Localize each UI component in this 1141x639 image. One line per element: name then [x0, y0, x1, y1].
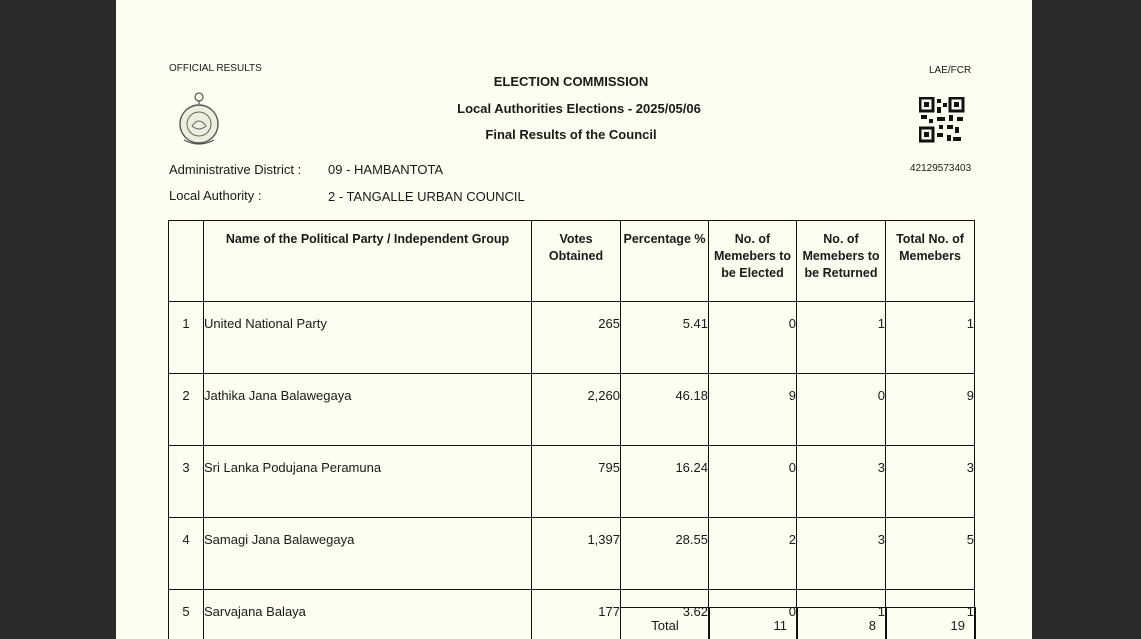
total-members: 19 — [887, 608, 976, 639]
election-title: Local Authorities Elections - 2025/05/06 — [457, 101, 701, 116]
votes-cell: 1,397 — [532, 518, 621, 590]
party-name: United National Party — [204, 302, 532, 374]
qr-code-icon — [919, 97, 965, 143]
returned-cell: 0 — [797, 374, 886, 446]
elected-cell: 2 — [709, 518, 797, 590]
commission-title: ELECTION COMMISSION — [493, 74, 649, 89]
national-emblem-icon — [178, 90, 220, 148]
party-name: Samagi Jana Balawegaya — [204, 518, 532, 590]
total-returned: 8 — [798, 608, 887, 639]
percentage-cell: 16.24 — [621, 446, 709, 518]
district-value: 09 - HAMBANTOTA — [328, 162, 444, 177]
total-cell: 5 — [886, 518, 975, 590]
document-subtitle: Final Results of the Council — [485, 127, 657, 142]
row-number: 3 — [169, 446, 204, 518]
header-votes: Votes Obtained — [532, 221, 621, 302]
party-name: Sri Lanka Podujana Peramuna — [204, 446, 532, 518]
percentage-cell: 28.55 — [621, 518, 709, 590]
returned-cell: 1 — [797, 590, 886, 639]
table-row — [169, 518, 975, 590]
total-label: Total — [621, 608, 710, 639]
official-results-label: OFFICIAL RESULTS — [169, 63, 262, 74]
elected-cell: 0 — [709, 446, 797, 518]
total-cell: 3 — [886, 446, 975, 518]
totals-row — [621, 608, 976, 639]
table-row — [169, 446, 975, 518]
header-party: Name of the Political Party / Independent Group — [204, 221, 532, 302]
row-number: 5 — [169, 590, 204, 639]
district-label: Administrative District : — [169, 162, 302, 177]
row-number: 2 — [169, 374, 204, 446]
row-number: 4 — [169, 518, 204, 590]
table-header-row — [169, 221, 975, 302]
header-no — [169, 221, 204, 302]
elected-cell: 0 — [709, 302, 797, 374]
returned-cell: 1 — [797, 302, 886, 374]
total-cell: 9 — [886, 374, 975, 446]
header-total: Total No. of Memebers — [886, 221, 975, 302]
votes-cell: 795 — [532, 446, 621, 518]
row-number: 1 — [169, 302, 204, 374]
returned-cell: 3 — [797, 446, 886, 518]
percentage-cell: 5.41 — [621, 302, 709, 374]
percentage-cell: 46.18 — [621, 374, 709, 446]
header-elected: No. of Memebers to be Elected — [709, 221, 797, 302]
header-percentage: Percentage % — [621, 221, 709, 302]
percentage-cell: 3.62 — [621, 590, 709, 639]
table-row — [169, 374, 975, 446]
elected-cell: 9 — [709, 374, 797, 446]
table-row — [169, 302, 975, 374]
votes-cell: 177 — [532, 590, 621, 639]
party-name: Jathika Jana Balawegaya — [204, 374, 532, 446]
authority-label: Local Authority : — [169, 188, 262, 203]
total-cell: 1 — [886, 590, 975, 639]
votes-cell: 265 — [532, 302, 621, 374]
party-name: Sarvajana Balaya — [204, 590, 532, 639]
elected-cell: 0 — [709, 590, 797, 639]
document-page — [116, 0, 1032, 639]
form-code: LAE/FCR — [929, 65, 972, 76]
authority-value: 2 - TANGALLE URBAN COUNCIL — [328, 189, 525, 204]
votes-cell: 2,260 — [532, 374, 621, 446]
results-table — [168, 220, 975, 639]
total-cell: 1 — [886, 302, 975, 374]
totals-table — [620, 607, 976, 639]
document-number: 42129573403 — [910, 163, 972, 174]
total-elected: 11 — [710, 608, 798, 639]
header-returned: No. of Memebers to be Returned — [797, 221, 886, 302]
returned-cell: 3 — [797, 518, 886, 590]
